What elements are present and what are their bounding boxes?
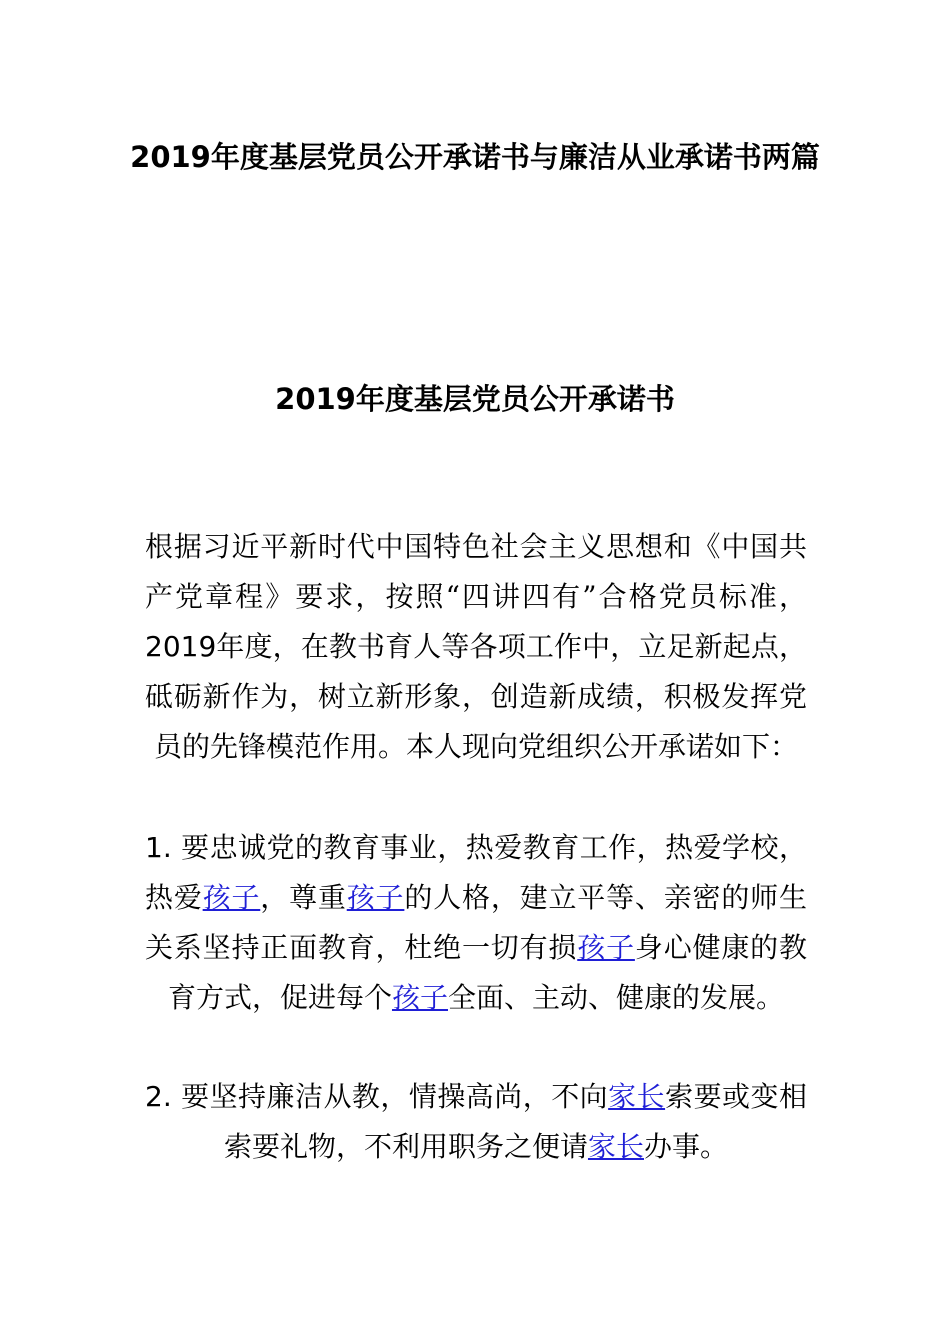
section-title: 2019年度基层党员公开承诺书	[275, 382, 675, 416]
intro-year: 2019	[145, 630, 217, 663]
document-title: 2019年度基层党员公开承诺书与廉洁从业承诺书两篇	[130, 140, 820, 174]
intro-text-part1: 根据习近平新时代中国特色社会主义思想和《中国共产党章程》要求，按照“四讲四有”合格党员标准，	[145, 530, 807, 613]
keyword-link-parents[interactable]: 家长	[587, 1130, 644, 1163]
item-text: ，尊重	[260, 881, 347, 914]
item-text: 身心健康的教育方式，促进每个	[167, 931, 807, 1014]
item-text: 要忠诚党的教育事业，热爱教育工作，热爱学校，热爱	[145, 831, 807, 914]
commitment-item-2	[145, 1072, 807, 1172]
keyword-link-children[interactable]: 孩子	[202, 881, 261, 914]
item-text: 的人格，建立平等、亲密的师生关系坚持正面教育，杜绝一切有损	[145, 881, 807, 964]
commitment-item-1	[145, 823, 807, 1023]
intro-paragraph	[145, 522, 807, 772]
intro-text-part2: 年度，在教书育人等各项工作中，立足新起点，砥砺新作为，树立新形象，创造新成绩，积极发挥党员的先锋模范作用。本人现向党组织公开承诺如下：	[145, 630, 807, 763]
item-text: 全面、主动、健康的发展。	[448, 981, 785, 1014]
item-text: 要坚持廉洁从教，情操高尚，不向	[181, 1080, 609, 1113]
item-text: 办事。	[644, 1130, 729, 1163]
keyword-link-parents[interactable]: 家长	[608, 1080, 666, 1113]
item-text: 索要或变相索要礼物，不利用职务之便请	[223, 1080, 807, 1163]
keyword-link-children[interactable]: 孩子	[577, 931, 635, 964]
keyword-link-children[interactable]: 孩子	[391, 981, 448, 1014]
item-number: 1.	[145, 831, 172, 864]
item-number: 2.	[145, 1080, 172, 1113]
keyword-link-children[interactable]: 孩子	[346, 881, 405, 914]
